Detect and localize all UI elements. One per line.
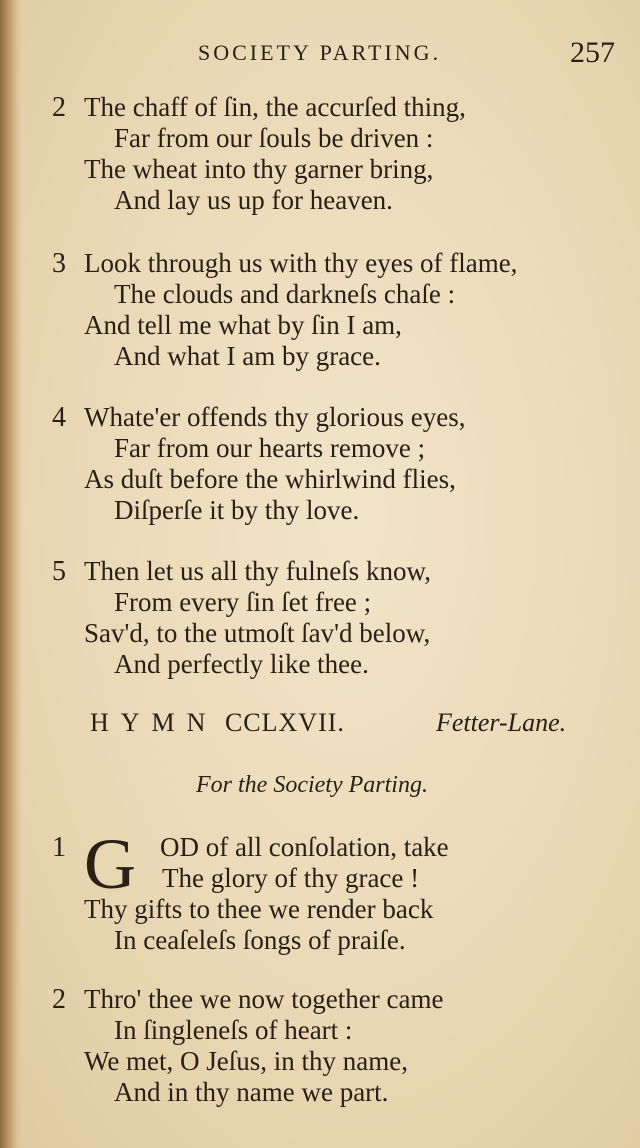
page-number: 257 [570, 36, 615, 69]
verse-line: And tell me what by ſin I am, [84, 310, 402, 340]
verse-line: In ſingleneſs of heart : [114, 1015, 353, 1045]
verse-line: Far from our hearts remove ; [114, 433, 426, 463]
stanza-number: 2 [52, 92, 66, 123]
running-head: SOCIETY PARTING. [198, 40, 442, 65]
verse-line: Thy gifts to thee we render back [84, 894, 434, 924]
verse-line: Then let us all thy fulneſs know, [84, 556, 431, 586]
verse-line: The wheat into thy garner bring, [84, 154, 434, 184]
hymn-heading [90, 708, 345, 738]
hymn-occasion: For the Society Parting. [196, 772, 428, 798]
verse-line: Diſperſe it by thy love. [114, 495, 360, 525]
verse-line: And what I am by grace. [114, 341, 381, 371]
verse-line: From every ſin ſet free ; [114, 587, 372, 617]
verse-line: The glory of thy grace ! [162, 863, 420, 893]
verse-line: As duſt before the whirlwind flies, [84, 464, 456, 494]
verse-line: And in thy name we part. [114, 1077, 389, 1107]
tune-name: Fetter-Lane. [436, 708, 567, 737]
verse-line: We met, O Jeſus, in thy name, [84, 1046, 409, 1076]
stanza-number: 2 [52, 984, 66, 1015]
verse-line: The chaff of ſin, the accurſed thing, [84, 92, 466, 122]
verse-line: Far from our ſouls be driven : [114, 123, 434, 153]
stanza-number: 3 [52, 248, 66, 279]
verse-line: Thro' thee we now together came [84, 984, 444, 1014]
verse-line: The clouds and darkneſs chaſe : [114, 279, 456, 309]
verse-line: And lay us up for heaven. [114, 185, 393, 215]
verse-line: Sav'd, to the utmoſt ſav'd below, [84, 618, 431, 648]
hymn-label: HYMN [90, 708, 218, 737]
verse-line: Whate'er offends thy glorious eyes, [84, 402, 466, 432]
drop-cap: G [84, 824, 136, 904]
hymn-number: CCLXVII. [224, 708, 345, 737]
stanza-number: 5 [52, 556, 66, 587]
verse-line: Look through us with thy eyes of flame, [84, 248, 518, 278]
verse-line: OD of all conſolation, take [160, 832, 449, 862]
stanza-number: 1 [52, 832, 66, 863]
stanza-number: 4 [52, 402, 66, 433]
verse-line: In ceaſeleſs ſongs of praiſe. [114, 925, 406, 955]
verse-line: And perfectly like thee. [114, 649, 369, 679]
